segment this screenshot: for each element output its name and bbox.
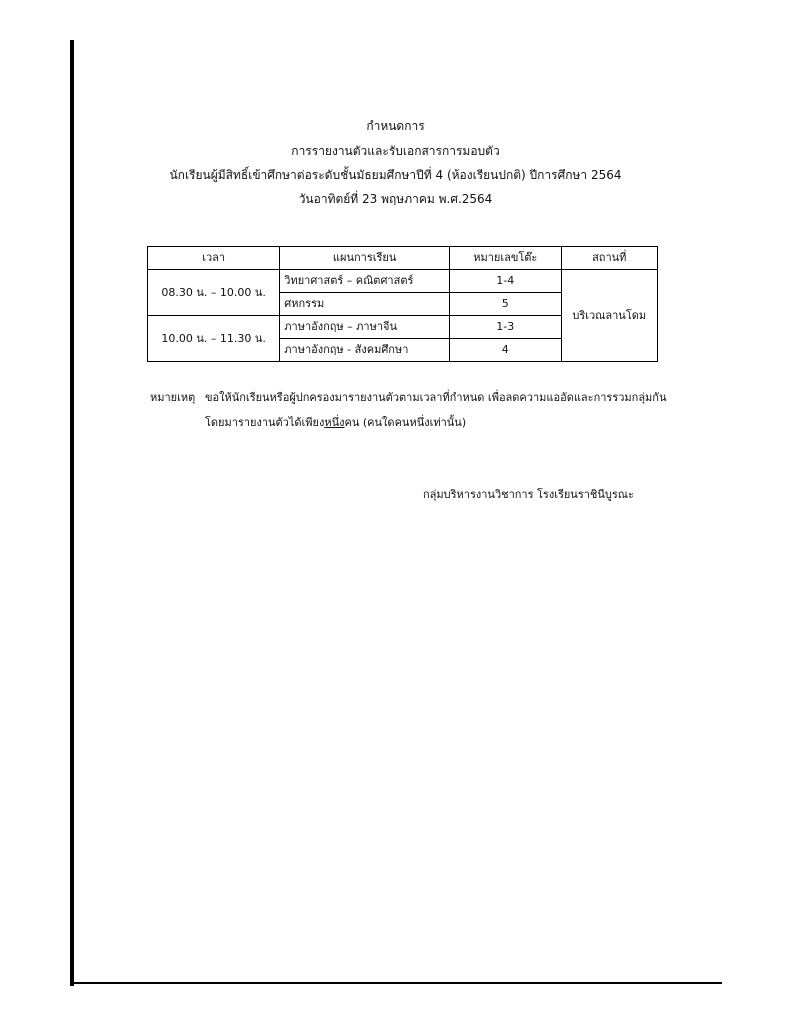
plan-cell: ภาษาอังกฤษ – ภาษาจีน <box>280 316 450 339</box>
plan-cell: ภาษาอังกฤษ - สังคมศึกษา <box>280 339 450 362</box>
note-text-line-2 <box>205 415 466 430</box>
signature: กลุ่มบริหารงานวิชาการ โรงเรียนราชินีบูรณะ <box>423 488 634 501</box>
header-plan: แผนการเรียน <box>280 247 450 270</box>
schedule-table <box>147 246 658 362</box>
document-title: กำหนดการ <box>366 119 425 133</box>
place-cell: บริเวณลานโดม <box>561 270 657 362</box>
slot-time: 10.00 น. – 11.30 น. <box>148 316 280 362</box>
header-time: เวลา <box>148 247 280 270</box>
note-label: หมายเหตุ <box>150 391 196 404</box>
table-row <box>148 270 658 293</box>
table-header-row <box>148 247 658 270</box>
note-text-before: โดยมารายงานตัวได้เพียง <box>205 416 325 429</box>
desk-cell: 1-3 <box>450 316 562 339</box>
note-text-after: คน (คนใดคนหนึ่งเท่านั้น) <box>344 416 467 429</box>
document-audience: นักเรียนผู้มีสิทธิ์เข้าศึกษาต่อระดับชั้นมัธยมศึกษาปีที่ 4 (ห้องเรียนปกติ) ปีการศึกษา 2564 <box>169 168 622 182</box>
note-text-underlined: หนึ่ง <box>324 416 345 429</box>
desk-cell: 4 <box>450 339 562 362</box>
plan-cell: วิทยาศาสตร์ – คณิตศาสตร์ <box>280 270 450 293</box>
desk-cell: 5 <box>450 293 562 316</box>
header-place: สถานที่ <box>561 247 657 270</box>
document-date: วันอาทิตย์ที่ 23 พฤษภาคม พ.ศ.2564 <box>298 192 493 206</box>
note-text-line-1: ขอให้นักเรียนหรือผู้ปกครองมารายงานตัวตามเวลาที่กำหนด เพื่อลดความแออัดและการรวมกลุ่มกัน <box>205 391 667 404</box>
slot-time: 08.30 น. – 10.00 น. <box>148 270 280 316</box>
header-desk: หมายเลขโต๊ะ <box>450 247 562 270</box>
plan-cell: ศหกรรม <box>280 293 450 316</box>
bottom-margin-line <box>70 982 722 984</box>
document-subtitle: การรายงานตัวและรับเอกสารการมอบตัว <box>291 144 500 158</box>
desk-cell: 1-4 <box>450 270 562 293</box>
